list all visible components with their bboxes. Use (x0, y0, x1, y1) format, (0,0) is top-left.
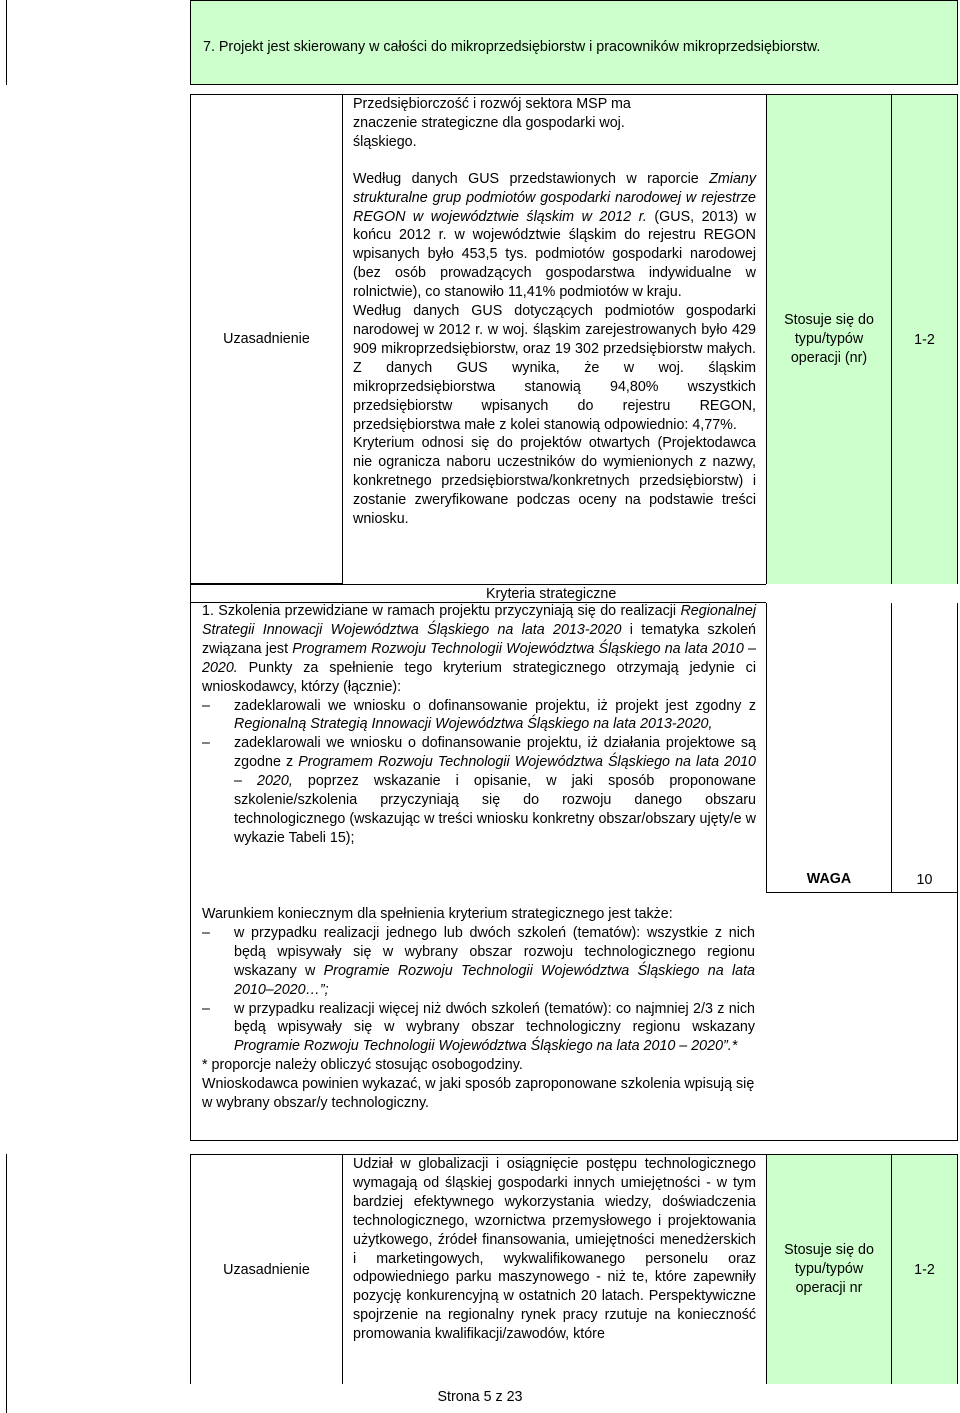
weight-label-cell (766, 603, 891, 893)
justification-text-cell (342, 94, 766, 584)
header-row (190, 0, 958, 85)
justification-paragraph-3: Kryterium odnosi się do projektów otwartych (Projektodawca nie ogranicza naboru uczestników do wymienionych z nazwy, konkretnego przedsiębiorstwa/konkretnych przedsiębiorstw) i zostanie zweryfikowane podczas oceny na podstawie treści wniosku. (353, 435, 756, 528)
strategic-conditions-cell (190, 893, 958, 1141)
justification-paragraph-2: Według danych GUS dotyczących podmiotów gospodarki narodowej w 2012 r. w woj. śląskim zarejestrowanych było 429 909 mikroprzedsiębiorstw, oraz 19 302 przedsiębiorstw małych. Z danych GUS wynika, że w woj. śląskim mikroprzedsiębiorstwa stanowią 94,80% wszystkich przedsiębiorstw wpisanych do rejestru REGON, przedsiębiorstwa małe z kolei stanowią odpowiednio: 4,77%. (353, 303, 756, 433)
operation-types-value-2: 1-2 (914, 1261, 935, 1278)
left-border-lower (6, 1154, 7, 1413)
justification-text-cell-2 (342, 1154, 766, 1384)
criterion-1-conditions (202, 697, 756, 848)
conditions-intro: Warunkiem koniecznym dla spełnienia kryterium strategicznego jest także: (202, 906, 673, 922)
operation-types-value: 1-2 (914, 331, 935, 348)
justification-paragraph-1: Według danych GUS przedstawionych w raporcie Zmiany strukturalne grup podmiotów gospodarki narodowej w rejestrze REGON w województwie śląskim w 2012 r. (GUS, 2013) w końcu 2012 r. w województwie śląskim do rejestru REGON wpisanych było 453,5 tys. podmiotów gospodarki narodowej (bez osób prowadzących gospodarstwa indywidualne w rolnictwie), co stanowiło 11,41% podmiotów w kraju. (353, 170, 756, 301)
strategic-criterion-cell (190, 603, 766, 893)
page-number: Strona 5 z 23 (437, 1389, 523, 1405)
justification-label-2: Uzasadnienie (223, 1261, 310, 1278)
justification-label-cell (190, 94, 342, 584)
header-item-7: 7. Projekt jest skierowany w całości do mikroprzedsiębiorstw i pracowników mikroprzedsiębiorstw. (203, 39, 821, 55)
weight-value: 10 (916, 872, 933, 888)
justification-2-text: Udział w globalizacji i osiągnięcie postępu technologicznego wymagają od śląskiej gospodarki innych umiejętności - w tym bardziej efektywnego wykorzystania wiedzy, doświadczenia technologicznego, wzornictwa przemysłowego i projektowania użytkowego, źródeł finansowania, umiejętności menedżerskich i marketingowych, wykwalifikowanego personelu oraz odpowiedniego parku maszynowego - niż te, które zapewniły pozycję konkurencyjną w ostatnich 20 latach. Perspektywiczne spojrzenie na regionalny rynek pracy rzutuje na konieczność promowania kwalifikacji/zawodów, które (353, 1156, 756, 1343)
justification-label: Uzasadnienie (223, 331, 310, 347)
applicant-note: Wnioskodawca powinien wykazać, w jaki sposób zaproponowane szkolenia wpisują się w wybrany obszar/y technologiczny. (202, 1076, 755, 1112)
list-item: – zadeklarowali we wniosku o dofinansowanie projektu, iż działania projektowe są zgodne z Programem Rozwoju Technologii Województwa Śląskiego na lata 2010 – 2020, poprzez wskazanie i opisanie, w jaki sposób proponowane szkolenie/szkolenia przyczyniają się do rozwoju danego obszaru technologicznego (wskazując w treści wniosku konkretny obszar/obszary ujęty/e w wykazie Tabeli 15); (202, 734, 756, 847)
applies-to-label: Stosuje się do typu/typów operacji (nr) (784, 312, 874, 366)
operation-types-cell (891, 94, 958, 584)
justification-intro: Przedsiębiorczość i rozwój sektora MSP ma znaczenie strategiczne dla gospodarki woj. śląskiego. (353, 96, 631, 150)
list-item: – zadeklarowali we wniosku o dofinansowanie projektu, iż projekt jest zgodny z Regionalną Strategią Innowacji Województwa Śląskiego na lata 2013-2020, (202, 697, 756, 735)
weight-value-cell (891, 603, 958, 893)
applies-to-cell-2 (766, 1154, 891, 1384)
justification-label-cell-2 (190, 1154, 342, 1384)
criterion-1-text: 1. Szkolenia przewidziane w ramach projektu przyczyniają się do realizacji Regionalnej Strategii Innowacji Województwa Śląskiego na lata 2013-2020 i tematyka szkoleń związana jest Programem Rozwoju Technologii Województwa Śląskiego na lata 2010 – 2020. Punkty za spełnienie tego kryterium strategicznego otrzymają jedynie ci wnioskodawcy, którzy (łącznie): (202, 603, 757, 695)
conditions-list (202, 924, 755, 1056)
strategic-criteria-heading-row (190, 584, 766, 603)
left-border (6, 0, 7, 85)
applies-to-cell (766, 94, 891, 584)
operation-types-cell-2 (891, 1154, 958, 1384)
applies-to-label-2: Stosuje się do typu/typów operacji nr (784, 1242, 874, 1296)
weight-label: WAGA (806, 871, 852, 887)
list-item: – w przypadku realizacji jednego lub dwóch szkoleń (tematów): wszystkie z nich będą wpisywały się w wybrany obszar rozwoju technologicznego regionu wskazany w Programie Rozwoju Technologii Województwa Śląskiego na lata 2010–2020…”; (202, 924, 755, 1000)
list-item: – w przypadku realizacji więcej niż dwóch szkoleń (tematów): co najmniej 2/3 z nich będą wpisywały się w wybrany obszar technologiczny regionu wskazany Programie Rozwoju Technologii Województwa Śląskiego na lata 2010 – 2020”.* (202, 1000, 755, 1057)
proportion-note: * proporcje należy obliczyć stosując osobogodziny. (202, 1057, 523, 1074)
strategic-criteria-heading: Kryteria strategiczne (486, 585, 617, 602)
